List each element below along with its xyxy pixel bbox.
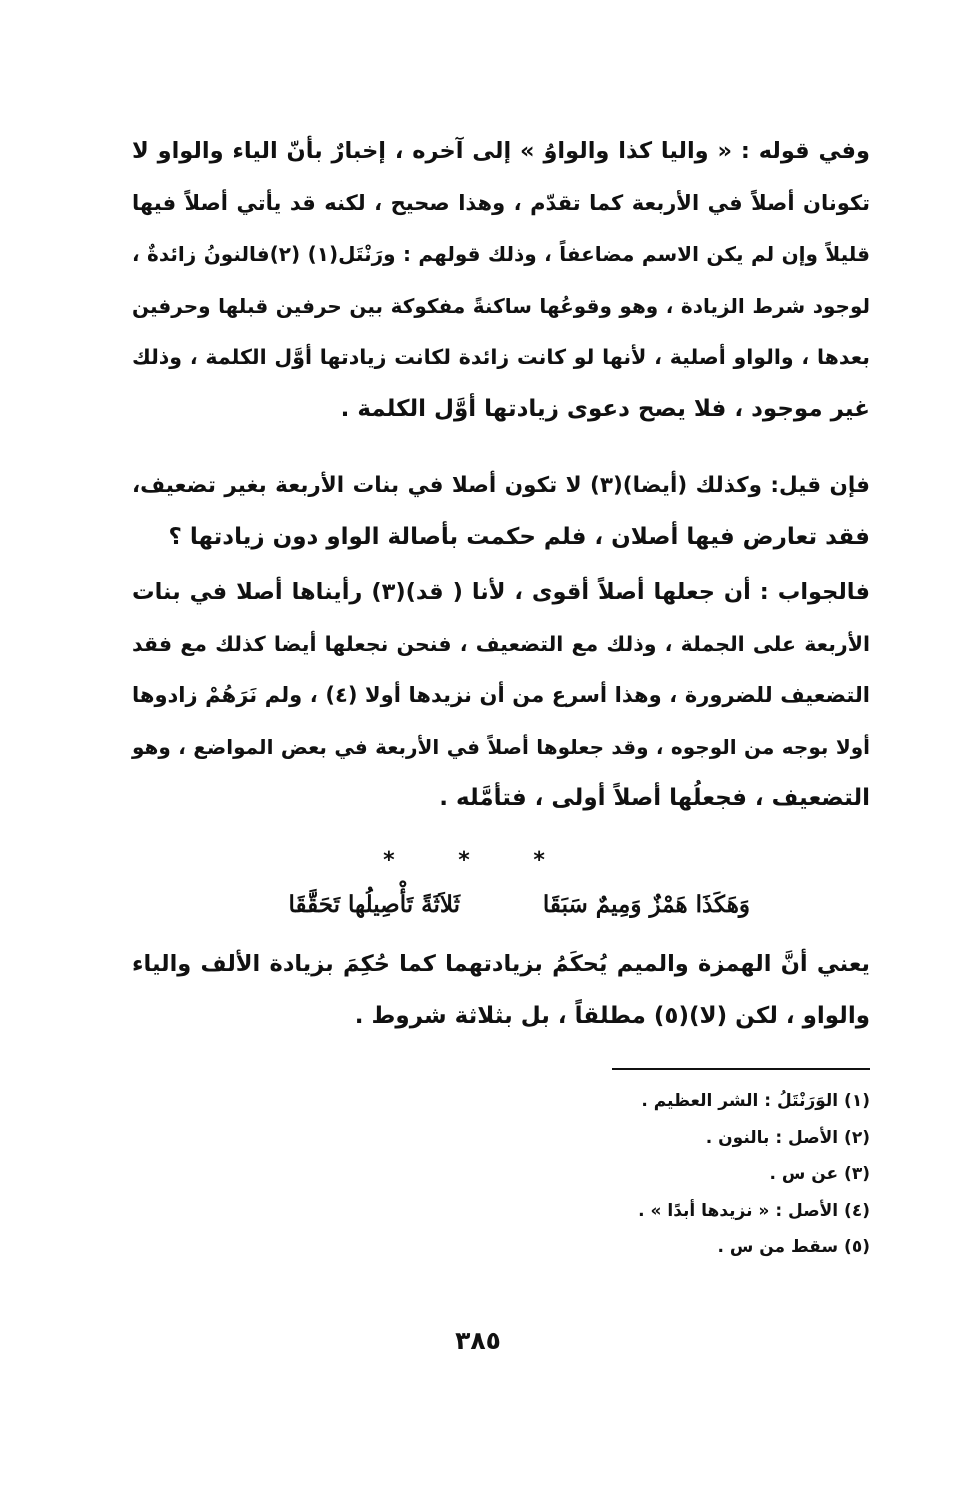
text-line: الأربعة على الجملة ، وذلك مع التضعيف ، فنحن نجعلها أيضا كذلك مع فقد xyxy=(132,631,870,656)
text-line: فقد تعارض فيها أصلان ، فلم حكمت بأصالة الواو دون زيادتها ؟ xyxy=(168,523,870,550)
text-line: التضعيف ، فجعلُها أصلاً أولى ، فتأمَّله . xyxy=(439,785,870,811)
text-line: والواو ، لكن (لا)(٥) مطلقاً ، بل بثلاثة شروط . xyxy=(354,1002,870,1029)
paragraph-commentary xyxy=(132,126,870,435)
text-line: قليلاً وإن لم يكن الاسم مضاعفاً ، وذلك قولهم : ورَنْتَل(١) (٢)فالنونُ زائدةٌ ، xyxy=(132,242,871,266)
text-line: يعني أنَّ الهمزة والميم يُحكَمُ بزيادتهما كما حُكِمَ بزيادة الألف والياء xyxy=(132,951,870,977)
text-line: لوجود شرط الزيادة ، وهو وقوعُها ساكنةً مفكوكة بين حرفين قبلها وحرفين xyxy=(132,293,870,318)
verse-first-hemistich: وَهَكَذَا هَمْزٌ وَمِيمٌ سَبَقَا xyxy=(542,891,750,918)
footnotes-list xyxy=(370,1083,870,1266)
paragraph-explanation xyxy=(132,939,870,1042)
paragraph-objection xyxy=(132,460,870,563)
paragraph-answer xyxy=(132,567,870,825)
footnote-divider xyxy=(612,1068,870,1070)
text-line: تكونان أصلاً في الأربعة كما تقدّم ، وهذا صحيح ، لكنه قد يأتي أصلاً فيها xyxy=(132,190,870,215)
footnote-item: (٤) الأصل : « نزيدها أبدًا » . xyxy=(638,1200,870,1221)
footnote-item: (٢) الأصل : بالنون . xyxy=(705,1127,870,1148)
text-line: فالجواب : أن جعلها أصلاً أقوى ، لأنا ( قد)(٣) رأيناها أصلا في بنات xyxy=(132,579,870,605)
verse-line xyxy=(0,880,956,930)
footnote-item: (١) الوَرَنْتَلُ : الشر العظيم . xyxy=(641,1091,870,1111)
text-line: أولا بوجه من الوجوه ، وقد جعلوها أصلاً في الأربعة في بعض المواضع ، وهو xyxy=(132,734,870,759)
text-line: بعدها ، والواو أصلية ، لأنها لو كانت زائدة لكانت زيادتها أوَّل الكلمة ، وذلك xyxy=(132,345,870,369)
section-separator: * * * xyxy=(383,848,573,873)
footnote-item: (٣) عن س . xyxy=(769,1164,870,1184)
verse-second-hemistich: ثَلاَثَةً تَأْصِيلُها تَحَقَّقَا xyxy=(288,891,460,918)
text-line: فإن قيل: وكذلك (أيضا)(٣) لا تكون أصلا في بنات الأربعة بغير تضعيف، xyxy=(132,473,870,498)
page-number: ٣٨٥ xyxy=(455,1326,501,1355)
text-line: التضعيف للضرورة ، وهذا أسرع من أن نزيدها أولا (٤) ، ولم نَرَهُمْ زادوها xyxy=(132,683,870,707)
text-line: وفي قوله : « واليا كذا والواوُ » إلى آخره ، إخبارٌ بأنّ الياء والواو لا xyxy=(132,138,870,164)
footnote-item: (٥) سقط من س . xyxy=(717,1237,870,1257)
text-line: غير موجود ، فلا يصح دعوى زيادتها أوَّل الكلمة . xyxy=(340,395,870,422)
